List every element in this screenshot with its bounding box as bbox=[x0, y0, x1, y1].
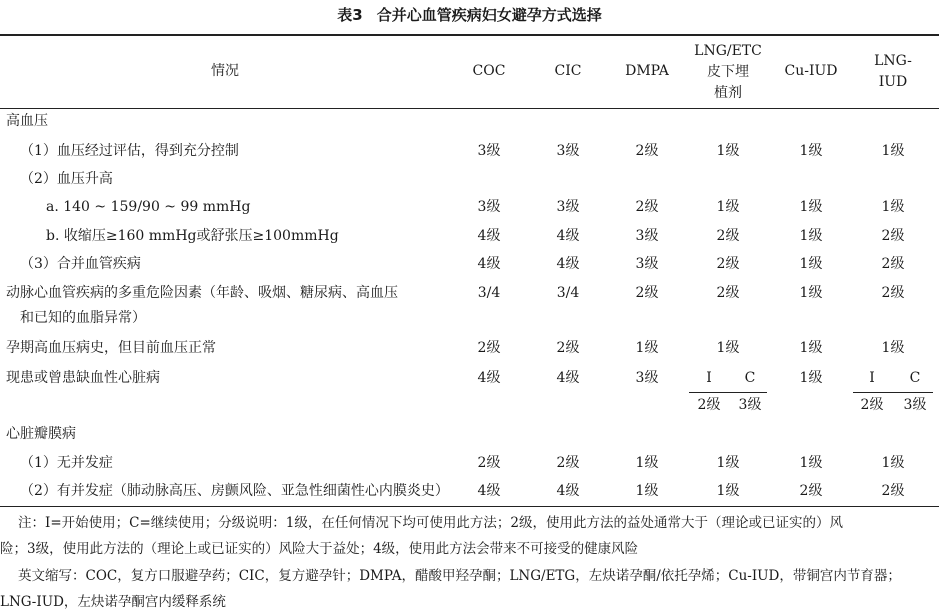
row-controlled-cic: 3级 bbox=[556, 143, 580, 159]
row-valvular: 心脏瓣膜病 bbox=[6, 426, 76, 442]
row-bp-a-cu-iud: 1级 bbox=[799, 199, 823, 215]
row-gestational-coc: 2级 bbox=[477, 340, 501, 356]
row-no-comp-cic: 2级 bbox=[556, 455, 580, 471]
row-bp-a-dmpa: 2级 bbox=[635, 199, 659, 215]
table-number: 表3 bbox=[337, 6, 363, 24]
row-ischemic-coc: 4级 bbox=[477, 370, 501, 386]
row-multi-risk-lng-iud: 2级 bbox=[881, 285, 905, 301]
header-lng-iud-1: LNG- bbox=[874, 53, 912, 69]
note-line-4: LNG-IUD，左炔诺孕酮宫内缓释系统 bbox=[0, 594, 226, 610]
row-vascular-coc: 4级 bbox=[477, 256, 501, 272]
row-no-comp-dmpa: 1级 bbox=[635, 455, 659, 471]
row-gestational-dmpa: 1级 bbox=[635, 340, 659, 356]
row-comp-coc: 4级 bbox=[477, 483, 501, 499]
row-gestational-cu-iud: 1级 bbox=[799, 340, 823, 356]
row-ischemic-dmpa: 3级 bbox=[635, 370, 659, 386]
row-bp-a-lng-etc: 1级 bbox=[716, 199, 740, 215]
row-bp-b-lng-etc: 2级 bbox=[716, 228, 740, 244]
row-ischemic-lng-etc-i: I bbox=[706, 370, 712, 386]
row-controlled-lng-etc: 1级 bbox=[716, 143, 740, 159]
row-bp-b-cic: 4级 bbox=[556, 228, 580, 244]
row-vascular-lng-iud: 2级 bbox=[881, 256, 905, 272]
row-multi-risk-lng-etc: 2级 bbox=[716, 285, 740, 301]
header-lng-iud-2: IUD bbox=[878, 74, 908, 90]
row-vascular-lng-etc: 2级 bbox=[716, 256, 740, 272]
row-ischemic-label: 现患或曾患缺血性心脏病 bbox=[6, 370, 160, 386]
table-title-text: 合并心血管疾病妇女避孕方式选择 bbox=[376, 6, 602, 24]
row-ischemic-lng-iud-c: C bbox=[909, 370, 921, 386]
row-comp-lng-etc: 1级 bbox=[716, 483, 740, 499]
row-comp-lng-iud: 2级 bbox=[881, 483, 905, 499]
table-title bbox=[0, 4, 939, 25]
row-ischemic-lng-iud-i-val: 2级 bbox=[860, 397, 884, 413]
bottom-rule bbox=[0, 506, 939, 507]
row-bp-a-coc: 3级 bbox=[477, 199, 501, 215]
row-no-comp-label: （1）无并发症 bbox=[20, 455, 113, 471]
row-vascular-dmpa: 3级 bbox=[635, 256, 659, 272]
row-ischemic-lng-etc-c-val: 3级 bbox=[738, 397, 762, 413]
row-controlled-label: （1）血压经过评估，得到充分控制 bbox=[20, 143, 239, 159]
row-no-comp-lng-iud: 1级 bbox=[881, 455, 905, 471]
row-ischemic-lng-iud-c-val: 3级 bbox=[903, 397, 927, 413]
row-multi-risk-label-2: 和已知的血脂异常） bbox=[20, 310, 146, 326]
header-situation: 情况 bbox=[211, 63, 239, 79]
header-lng-etc-1: LNG/ETC bbox=[694, 43, 762, 59]
row-bp-b-dmpa: 3级 bbox=[635, 228, 659, 244]
row-bp-a-cic: 3级 bbox=[556, 199, 580, 215]
row-ischemic-cu-iud: 1级 bbox=[799, 370, 823, 386]
row-ischemic-lng-etc-c: C bbox=[744, 370, 756, 386]
row-ischemic-lng-etc-i-val: 2级 bbox=[697, 397, 721, 413]
header-lng-etc-3: 植剂 bbox=[714, 85, 742, 101]
row-controlled-dmpa: 2级 bbox=[635, 143, 659, 159]
note-line-1: 注：I=开始使用；C=继续使用；分级说明：1级，在任何情况下均可使用此方法；2级，使用此方法的益处通常大于（理论或已证实的）风 bbox=[18, 515, 843, 531]
row-comp-cic: 4级 bbox=[556, 483, 580, 499]
row-multi-risk-dmpa: 2级 bbox=[635, 285, 659, 301]
row-multi-risk-coc: 3/4 bbox=[477, 285, 501, 301]
header-cu-iud: Cu-IUD bbox=[784, 63, 838, 79]
header-rule bbox=[0, 108, 939, 109]
row-bp-b-label: b. 收缩压≥160 mmHg或舒张压≥100mmHg bbox=[46, 228, 339, 244]
row-vascular-label: （3）合并血管疾病 bbox=[20, 256, 141, 272]
row-elevated: （2）血压升高 bbox=[20, 171, 113, 187]
row-multi-risk-label-1: 动脉心血管疾病的多重危险因素（年龄、吸烟、糖尿病、高血压 bbox=[6, 285, 398, 301]
row-multi-risk-cu-iud: 1级 bbox=[799, 285, 823, 301]
row-controlled-lng-iud: 1级 bbox=[881, 143, 905, 159]
header-lng-etc-2: 皮下埋 bbox=[707, 64, 749, 80]
row-vascular-cic: 4级 bbox=[556, 256, 580, 272]
lng-etc-ic-divider bbox=[689, 392, 767, 393]
row-bp-b-coc: 4级 bbox=[477, 228, 501, 244]
row-comp-label: （2）有并发症（肺动脉高压、房颤风险、亚急性细菌性心内膜炎史） bbox=[20, 483, 449, 499]
row-ischemic-lng-iud-i: I bbox=[869, 370, 875, 386]
row-controlled-coc: 3级 bbox=[477, 143, 501, 159]
row-controlled-cu-iud: 1级 bbox=[799, 143, 823, 159]
row-hypertension: 高血压 bbox=[6, 113, 48, 129]
row-bp-a-label: a. 140 ~ 159/90 ~ 99 mmHg bbox=[46, 199, 251, 215]
row-gestational-lng-etc: 1级 bbox=[716, 340, 740, 356]
note-line-2: 险；3级，使用此方法的（理论上或已证实的）风险大于益处；4级，使用此方法会带来不可接受的健康风险 bbox=[0, 541, 639, 557]
note-line-3: 英文缩写：COC，复方口服避孕药；CIC，复方避孕针；DMPA，醋酸甲羟孕酮；LNG/ETG，左炔诺孕酮/依托孕烯；Cu-IUD，带铜宫内节育器； bbox=[18, 568, 901, 584]
row-gestational-cic: 2级 bbox=[556, 340, 580, 356]
row-no-comp-lng-etc: 1级 bbox=[716, 455, 740, 471]
row-gestational-lng-iud: 1级 bbox=[881, 340, 905, 356]
row-multi-risk-cic: 3/4 bbox=[556, 285, 580, 301]
lng-iud-ic-divider bbox=[853, 392, 933, 393]
row-vascular-cu-iud: 1级 bbox=[799, 256, 823, 272]
row-gestational-label: 孕期高血压病史，但目前血压正常 bbox=[6, 340, 216, 356]
row-comp-dmpa: 1级 bbox=[635, 483, 659, 499]
row-bp-a-lng-iud: 1级 bbox=[881, 199, 905, 215]
row-comp-cu-iud: 2级 bbox=[799, 483, 823, 499]
top-rule bbox=[0, 34, 939, 36]
row-bp-b-lng-iud: 2级 bbox=[881, 228, 905, 244]
row-no-comp-cu-iud: 1级 bbox=[799, 455, 823, 471]
row-ischemic-cic: 4级 bbox=[556, 370, 580, 386]
row-no-comp-coc: 2级 bbox=[477, 455, 501, 471]
header-coc: COC bbox=[472, 63, 506, 79]
row-bp-b-cu-iud: 1级 bbox=[799, 228, 823, 244]
header-cic: CIC bbox=[554, 63, 582, 79]
header-dmpa: DMPA bbox=[625, 63, 669, 79]
